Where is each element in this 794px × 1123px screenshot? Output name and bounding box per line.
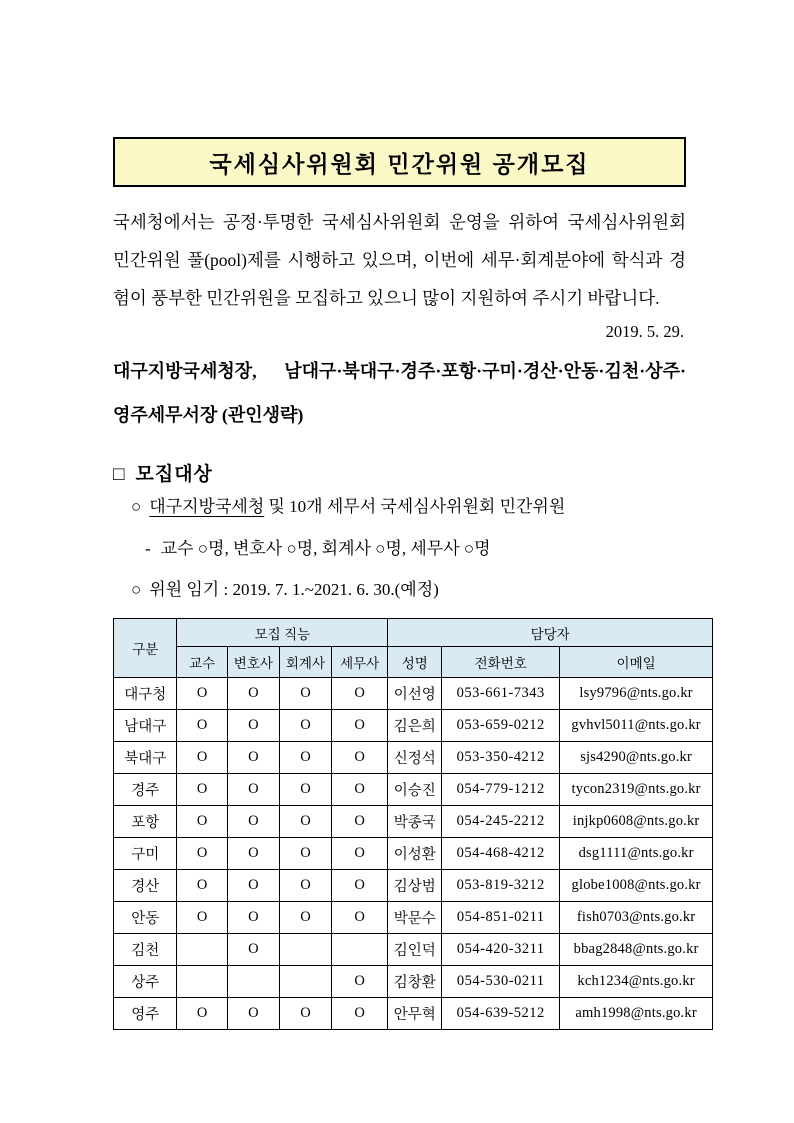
- lawyer-quota-cell: O: [227, 998, 279, 1030]
- phone-cell: 053-819-3212: [442, 870, 560, 902]
- contact-name-cell: 박종국: [388, 806, 442, 838]
- office-cell: 안동: [114, 902, 177, 934]
- table-row: [114, 678, 713, 710]
- email-cell: gvhvl5011@nts.go.kr: [560, 710, 713, 742]
- section-title: 모집대상: [135, 464, 213, 485]
- email-cell: amh1998@nts.go.kr: [560, 998, 713, 1030]
- contact-name-cell: 신정석: [388, 742, 442, 774]
- professor-quota-cell: O: [177, 742, 227, 774]
- lawyer-quota-cell: O: [227, 902, 279, 934]
- contact-name-cell: 김상범: [388, 870, 442, 902]
- email-cell: fish0703@nts.go.kr: [560, 902, 713, 934]
- phone-cell: 053-661-7343: [442, 678, 560, 710]
- header-taxagent: 세무사: [332, 647, 388, 678]
- email-cell: injkp0608@nts.go.kr: [560, 806, 713, 838]
- contact-name-cell: 안무혁: [388, 998, 442, 1030]
- contact-name-cell: 김창환: [388, 966, 442, 998]
- circle-bullet-icon: ○: [131, 497, 142, 516]
- recruit-target-bullet: [113, 486, 686, 528]
- office-cell: 영주: [114, 998, 177, 1030]
- table-row: [114, 710, 713, 742]
- accountant-quota-cell: O: [279, 838, 331, 870]
- signature-line: 대구지방국세청장, 남대구·북대구·경주·포항·구미·경산·안동·김천·상주·영주세무서장 (관인생략): [113, 361, 686, 425]
- page-title: 국세심사위원회 민간위원 공개모집: [209, 150, 590, 177]
- recruit-target-text: 및 10개 세무서 국세심사위원회 민간위원: [264, 497, 566, 516]
- table-row: [114, 966, 713, 998]
- lawyer-quota-cell: O: [227, 678, 279, 710]
- taxagent-quota-cell: O: [332, 966, 388, 998]
- table-row: [114, 902, 713, 934]
- table-body: [114, 678, 713, 1030]
- accountant-quota-cell: O: [279, 742, 331, 774]
- phone-cell: 054-420-3211: [442, 934, 560, 966]
- header-lawyer: 변호사: [227, 647, 279, 678]
- professor-quota-cell: O: [177, 998, 227, 1030]
- professor-quota-cell: O: [177, 870, 227, 902]
- term-text: 위원 임기 : 2019. 7. 1.~2021. 6. 30.(예정): [149, 580, 439, 599]
- professor-quota-cell: O: [177, 710, 227, 742]
- professor-quota-cell: O: [177, 902, 227, 934]
- term-bullet: [113, 569, 686, 611]
- email-cell: dsg1111@nts.go.kr: [560, 838, 713, 870]
- quota-sub-bullet: [113, 528, 686, 569]
- title-banner: [113, 137, 686, 187]
- office-cell: 북대구: [114, 742, 177, 774]
- taxagent-quota-cell: O: [332, 742, 388, 774]
- email-cell: lsy9796@nts.go.kr: [560, 678, 713, 710]
- professor-quota-cell: O: [177, 838, 227, 870]
- accountant-quota-cell: O: [279, 678, 331, 710]
- accountant-quota-cell: [279, 966, 331, 998]
- accountant-quota-cell: O: [279, 902, 331, 934]
- header-group-jobs: 모집 직능: [177, 619, 388, 647]
- table-row: [114, 742, 713, 774]
- accountant-quota-cell: [279, 934, 331, 966]
- accountant-quota-cell: O: [279, 806, 331, 838]
- contact-name-cell: 이성환: [388, 838, 442, 870]
- org-name-underlined: 대구지방국세청: [149, 497, 265, 516]
- lawyer-quota-cell: O: [227, 742, 279, 774]
- header-phone: 전화번호: [442, 647, 560, 678]
- quota-text: 교수 ○명, 변호사 ○명, 회계사 ○명, 세무사 ○명: [160, 539, 491, 558]
- taxagent-quota-cell: O: [332, 678, 388, 710]
- taxagent-quota-cell: O: [332, 902, 388, 934]
- table-row: [114, 806, 713, 838]
- table-row: [114, 838, 713, 870]
- phone-cell: 054-851-0211: [442, 902, 560, 934]
- dash-bullet-icon: -: [145, 539, 151, 558]
- section-heading: [113, 459, 686, 486]
- lawyer-quota-cell: O: [227, 806, 279, 838]
- email-cell: sjs4290@nts.go.kr: [560, 742, 713, 774]
- contact-name-cell: 이선영: [388, 678, 442, 710]
- header-gubun: 구분: [114, 619, 177, 678]
- contact-name-cell: 박문수: [388, 902, 442, 934]
- header-accountant: 회계사: [279, 647, 331, 678]
- contact-name-cell: 김은희: [388, 710, 442, 742]
- circle-bullet-icon: ○: [131, 580, 142, 599]
- contact-name-cell: 김인덕: [388, 934, 442, 966]
- table-row: [114, 934, 713, 966]
- email-cell: bbag2848@nts.go.kr: [560, 934, 713, 966]
- phone-cell: 054-639-5212: [442, 998, 560, 1030]
- contact-name-cell: 이승진: [388, 774, 442, 806]
- taxagent-quota-cell: O: [332, 870, 388, 902]
- phone-cell: 053-350-4212: [442, 742, 560, 774]
- lawyer-quota-cell: O: [227, 710, 279, 742]
- email-cell: tycon2319@nts.go.kr: [560, 774, 713, 806]
- table-row: [114, 870, 713, 902]
- phone-cell: 054-530-0211: [442, 966, 560, 998]
- email-cell: globe1008@nts.go.kr: [560, 870, 713, 902]
- phone-cell: 054-245-2212: [442, 806, 560, 838]
- header-name: 성명: [388, 647, 442, 678]
- phone-cell: 054-468-4212: [442, 838, 560, 870]
- table-header-row-subs: [114, 647, 713, 678]
- phone-cell: 054-779-1212: [442, 774, 560, 806]
- office-cell: 구미: [114, 838, 177, 870]
- taxagent-quota-cell: O: [332, 806, 388, 838]
- lawyer-quota-cell: O: [227, 934, 279, 966]
- office-cell: 경산: [114, 870, 177, 902]
- header-group-contact: 담당자: [388, 619, 713, 647]
- office-cell: 대구청: [114, 678, 177, 710]
- office-cell: 경주: [114, 774, 177, 806]
- intro-paragraph: 국세청에서는 공정·투명한 국세심사위원회 운영을 위하여 국세심사위원회 민간위원 풀(pool)제를 시행하고 있으며, 이번에 세무·회계분야에 학식과 경험이 풍부한 민간위원을 모집하고 있으니 많이 지원하여 주시기 바랍니다.: [113, 212, 686, 308]
- professor-quota-cell: O: [177, 678, 227, 710]
- header-email: 이메일: [560, 647, 713, 678]
- square-bullet-icon: □: [113, 464, 126, 485]
- table-row: [114, 774, 713, 806]
- taxagent-quota-cell: [332, 934, 388, 966]
- recruitment-table: [113, 618, 713, 1030]
- header-professor: 교수: [177, 647, 227, 678]
- date-line: 2019. 5. 29.: [605, 322, 684, 341]
- taxagent-quota-cell: O: [332, 998, 388, 1030]
- taxagent-quota-cell: O: [332, 838, 388, 870]
- office-cell: 김천: [114, 934, 177, 966]
- office-cell: 포항: [114, 806, 177, 838]
- professor-quota-cell: [177, 966, 227, 998]
- lawyer-quota-cell: O: [227, 870, 279, 902]
- table-header-row-groups: [114, 619, 713, 647]
- professor-quota-cell: O: [177, 806, 227, 838]
- taxagent-quota-cell: O: [332, 710, 388, 742]
- accountant-quota-cell: O: [279, 998, 331, 1030]
- professor-quota-cell: O: [177, 774, 227, 806]
- table-row: [114, 998, 713, 1030]
- accountant-quota-cell: O: [279, 774, 331, 806]
- taxagent-quota-cell: O: [332, 774, 388, 806]
- office-cell: 상주: [114, 966, 177, 998]
- professor-quota-cell: [177, 934, 227, 966]
- lawyer-quota-cell: O: [227, 838, 279, 870]
- accountant-quota-cell: O: [279, 710, 331, 742]
- phone-cell: 053-659-0212: [442, 710, 560, 742]
- lawyer-quota-cell: O: [227, 774, 279, 806]
- accountant-quota-cell: O: [279, 870, 331, 902]
- office-cell: 남대구: [114, 710, 177, 742]
- email-cell: kch1234@nts.go.kr: [560, 966, 713, 998]
- lawyer-quota-cell: [227, 966, 279, 998]
